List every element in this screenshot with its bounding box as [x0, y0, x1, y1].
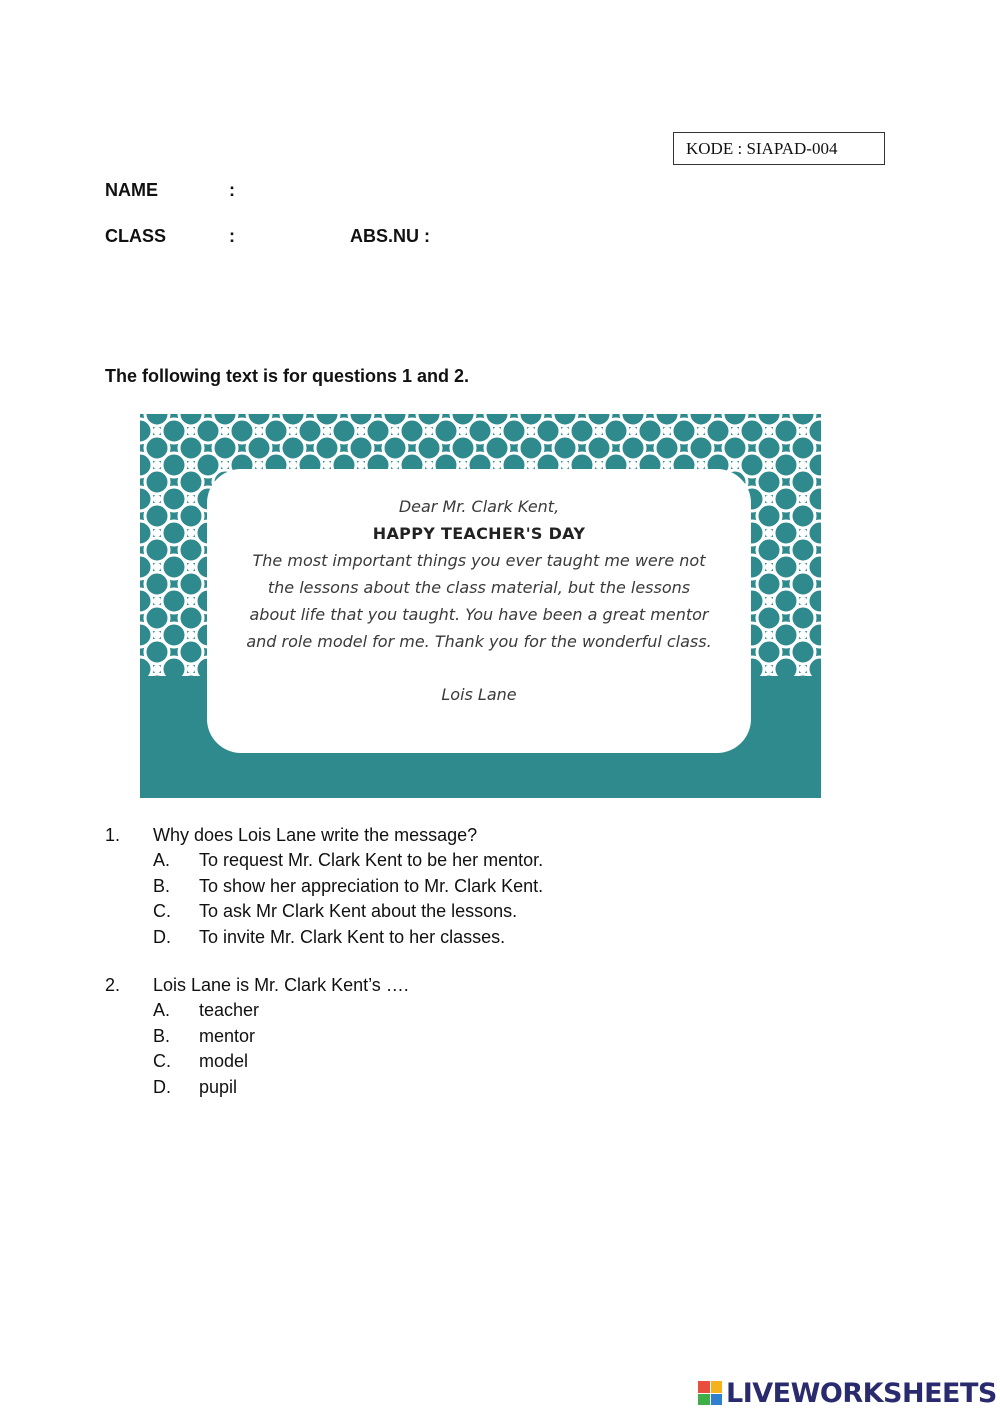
absnu-label: ABS.NU : [350, 226, 430, 246]
question-2 [105, 973, 543, 1100]
option-letter: D. [153, 926, 171, 947]
answer-option [105, 1024, 543, 1050]
option-letter: C. [153, 1051, 171, 1071]
card-greeting: Dear Mr. Clark Kent, [398, 497, 560, 516]
watermark-text: LIVEWORKSHEETS [726, 1377, 997, 1409]
class-label: CLASS [105, 226, 167, 246]
card-title: HAPPY TEACHER'S DAY [372, 524, 586, 543]
name-colon: : [229, 180, 235, 200]
answer-option [105, 874, 543, 900]
option-letter: B. [153, 875, 171, 896]
option-letter: D. [153, 1076, 171, 1097]
option-text: To ask Mr Clark Kent about the lessons. [199, 901, 518, 921]
document-code-box: KODE : SIAPAD-004 [673, 132, 885, 165]
option-text: mentor [199, 1025, 256, 1046]
option-text: model [199, 1051, 249, 1071]
answer-option [105, 899, 543, 925]
option-letter: A. [153, 1000, 171, 1020]
answer-option [105, 1075, 543, 1101]
answer-option [105, 998, 543, 1024]
option-letter: B. [153, 1025, 171, 1046]
card-body: The most important things you ever taught me were not the lessons about the class material, but the lessons about life that you taught. You have been a great mentor and role model for me. Thank you for the wonderful class. [246, 551, 712, 651]
card-message [207, 469, 751, 753]
question-number: 2. [105, 975, 121, 995]
option-letter: A. [153, 850, 171, 870]
answer-option [105, 848, 543, 874]
option-text: pupil [199, 1076, 238, 1097]
answer-option [105, 925, 543, 951]
question-number: 1. [105, 825, 121, 845]
class-colon: : [229, 226, 235, 246]
name-label: NAME [105, 180, 158, 200]
question-1 [105, 823, 543, 950]
question-stem: Why does Lois Lane write the message? [153, 825, 478, 845]
question-stem: Lois Lane is Mr. Clark Kent’s …. [153, 975, 409, 995]
liveworksheets-logo-icon [698, 1381, 722, 1405]
liveworksheets-watermark [698, 1376, 997, 1410]
option-text: To invite Mr. Clark Kent to her classes. [199, 926, 506, 947]
option-text: teacher [199, 1000, 260, 1020]
passage-intro: The following text is for questions 1 and 2. [105, 366, 470, 386]
answer-option [105, 1049, 543, 1075]
card-signature: Lois Lane [441, 685, 517, 704]
option-text: To show her appreciation to Mr. Clark Kent. [199, 875, 544, 896]
option-text: To request Mr. Clark Kent to be her mentor. [199, 850, 544, 870]
option-letter: C. [153, 901, 171, 921]
question-list [105, 823, 543, 1123]
